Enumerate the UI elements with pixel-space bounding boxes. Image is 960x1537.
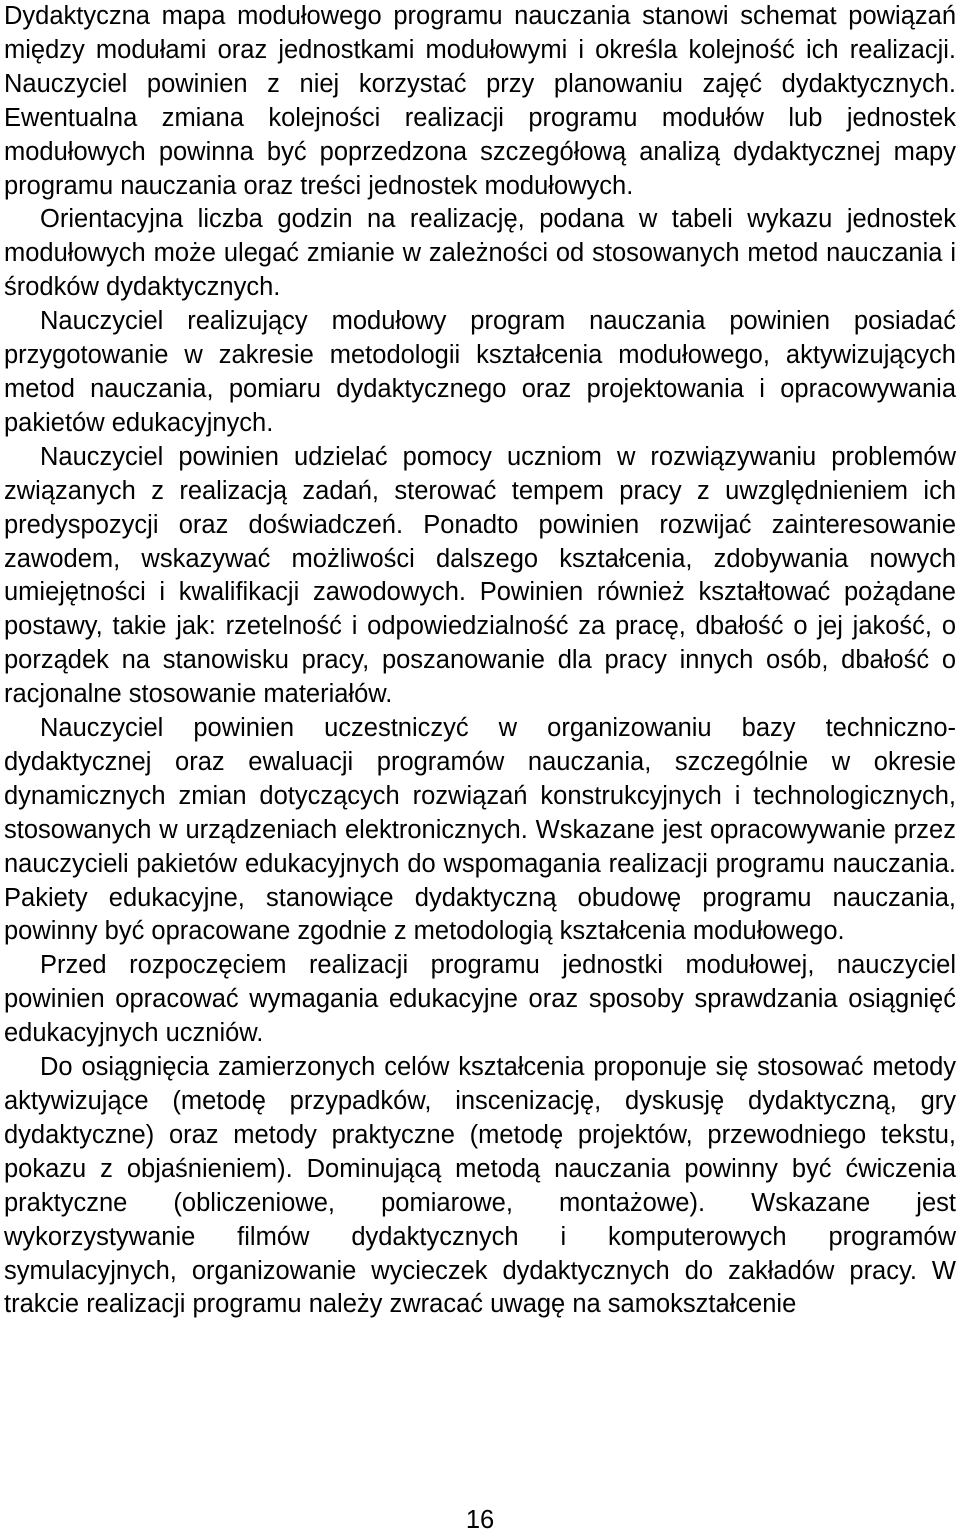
paragraph-teacher-qualifications: Nauczyciel realizujący modułowy program nauczania powinien posiadać przygotowanie w zakresie metodologii kształcenia modułowego, aktywizujących metod nauczania, pomiaru dydaktycznego oraz projektowania i opracowywania pakietów edukacyjnych. [4,307,956,437]
paragraph-teacher-support: Nauczyciel powinien udzielać pomocy uczniom w rozwiązywaniu problemów związanych z realizacją zadań, sterować tempem pracy z uwzględnieniem ich predyspozycji oraz doświadczeń. Ponadto powinien rozwijać zainteresowanie zawodem, wskazywać możliwości dalszego kształcenia, zdobywania nowych umiejętności i kwalifikacji zawodowych. Powinien również kształtować pożądane postawy, takie jak: rzetelność i odpowiedzialność za pracę, dbałość o jej jakość, o porządek na stanowisku pracy, poszanowanie dla pracy innych osób, dbałość o racjonalne stosowanie materiałów. [4,442,956,709]
page-number: 16 [465,1506,495,1534]
document-body [4,0,956,1322]
paragraph-requirements: Przed rozpoczęciem realizacji programu jednostki modułowej, nauczyciel powinien opracować wymagania edukacyjne oraz sposoby sprawdzania osiągnięć edukacyjnych uczniów. [4,951,956,1048]
paragraph-curriculum-map: Dydaktyczna mapa modułowego programu nauczania stanowi schemat powiązań między modułami oraz jednostkami modułowymi i określa kolejność ich realizacji. Nauczyciel powinien z niej korzystać przy planowaniu zajęć dydaktycznych. Ewentualna zmiana kolejności realizacji programu modułów lub jednostek modułowych powinna być poprzedzona szczegółową analizą dydaktycznej mapy programu nauczania oraz treści jednostek modułowych. [4,2,956,200]
paragraph-teaching-base: Nauczyciel powinien uczestniczyć w organizowaniu bazy techniczno-dydaktycznej oraz ewaluacji programów nauczania, szczególnie w okresie dynamicznych zmian dotyczących rozwiązań konstrukcyjnych i technologicznych, stosowanych w urządzeniach elektronicznych. Wskazane jest opracowywanie przez nauczycieli pakietów edukacyjnych do wspomagania realizacji programu nauczania. Pakiety edukacyjne, stanowiące dydaktyczną obudowę programu nauczania, powinny być opracowane zgodnie z metodologią kształcenia modułowego. [4,714,956,946]
paragraph-hours: Orientacyjna liczba godzin na realizację, podana w tabeli wykazu jednostek modułowych może ulegać zmianie w zależności od stosowanych metod nauczania i środków dydaktycznych. [4,205,956,302]
paragraph-methods: Do osiągnięcia zamierzonych celów kształcenia proponuje się stosować metody aktywizujące (metodę przypadków, inscenizację, dyskusję dydaktyczną, gry dydaktyczne) oraz metody praktyczne (metodę projektów, przewodniego tekstu, pokazu z objaśnieniem). Dominującą metodą nauczania powinny być ćwiczenia praktyczne (obliczeniowe, pomiarowe, montażowe). Wskazane jest wykorzystywanie filmów dydaktycznych i komputerowych programów symulacyjnych, organizowanie wycieczek dydaktycznych do zakładów pracy. W trakcie realizacji programu należy zwracać uwagę na samokształcenie [4,1053,956,1319]
